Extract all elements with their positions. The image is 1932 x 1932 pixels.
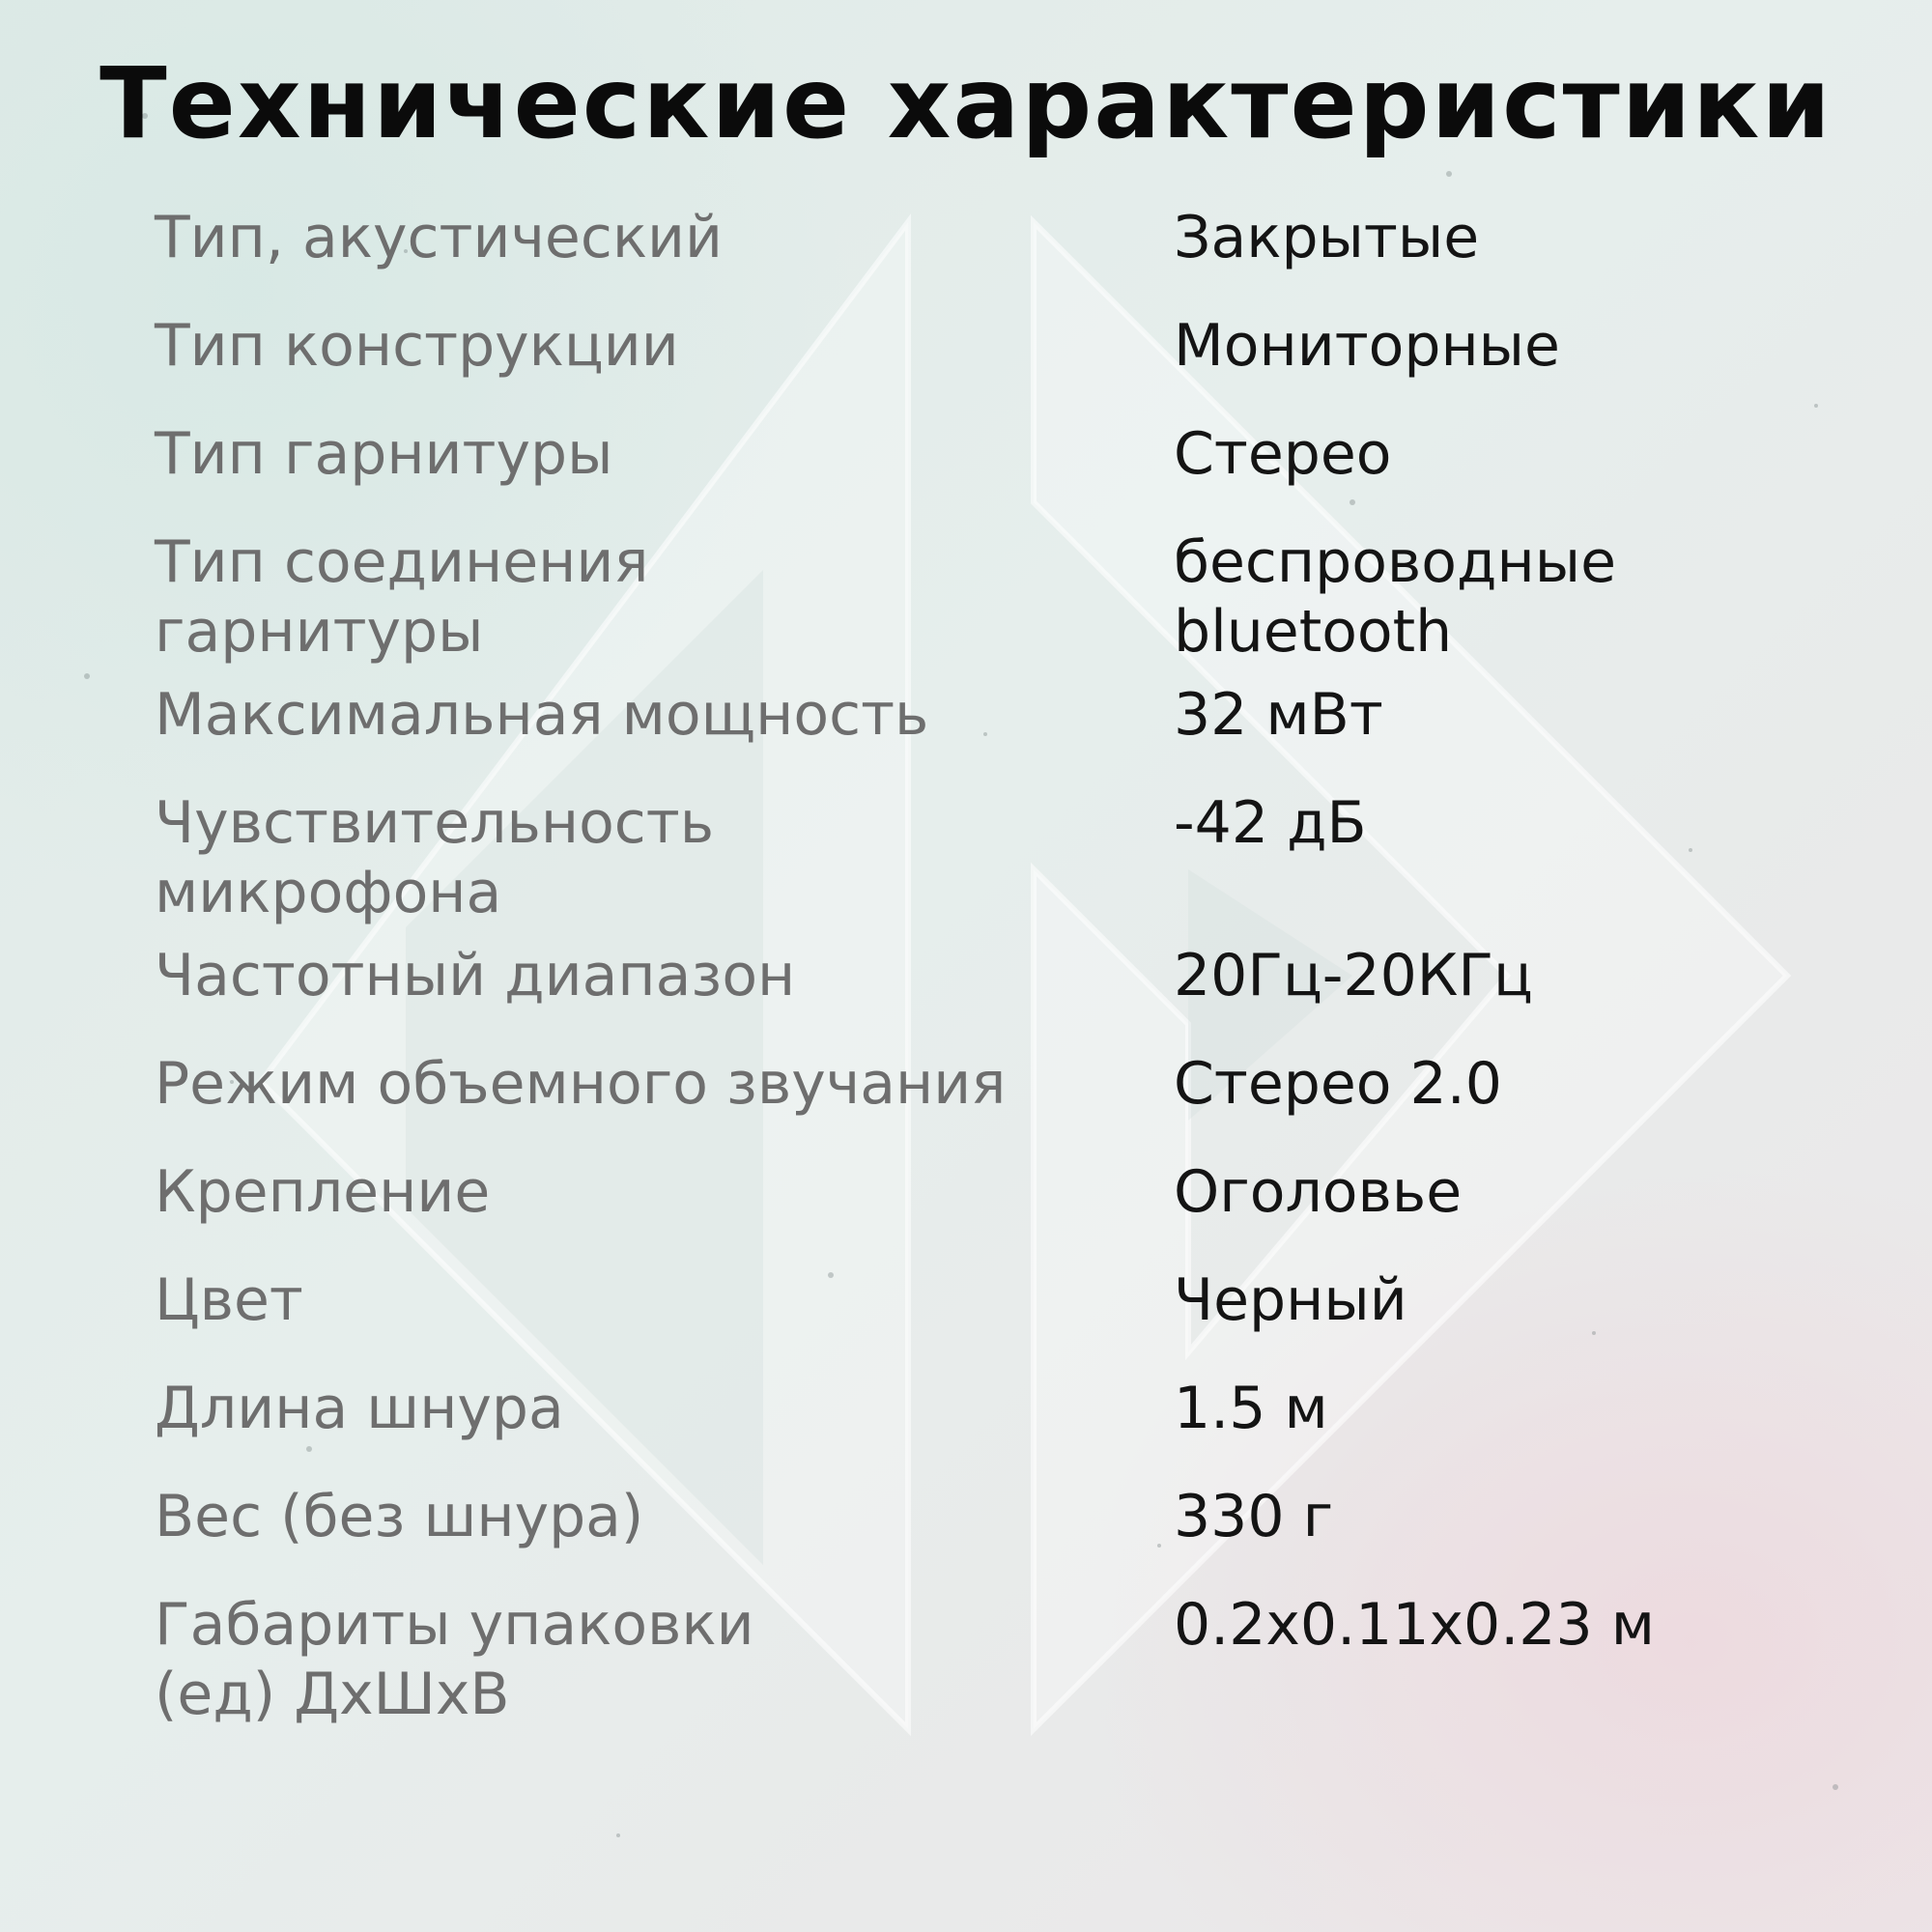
spec-label: Крепление	[155, 1158, 491, 1226]
spec-row	[155, 1265, 1855, 1374]
spec-label: Вес (без шнура)	[155, 1483, 644, 1550]
spec-label: Тип конструкции	[155, 312, 679, 380]
spec-row	[155, 1482, 1855, 1590]
spec-value: Оголовье	[1174, 1158, 1463, 1226]
spec-value: Мониторные	[1174, 312, 1560, 380]
spec-value: 32 мВт	[1174, 681, 1383, 749]
spec-value: 0.2x0.11x0.23 м	[1174, 1591, 1655, 1659]
page-title: Технические характеристики	[99, 46, 1833, 161]
spec-value: 20Гц-20КГц	[1174, 942, 1533, 1009]
spec-label: Тип гарнитуры	[155, 420, 613, 488]
spec-value: 330 г	[1174, 1483, 1334, 1550]
spec-row	[155, 1374, 1855, 1482]
spec-label: Максимальная мощность	[155, 681, 929, 749]
spec-row	[155, 1049, 1855, 1157]
spec-value: беспроводные bluetooth	[1174, 528, 1616, 666]
spec-label: Чувствительность микрофона	[155, 789, 715, 926]
spec-label: Длина шнура	[155, 1375, 564, 1442]
spec-table	[155, 203, 1855, 1743]
spec-row	[155, 1157, 1855, 1265]
spec-value: 1.5 м	[1174, 1375, 1328, 1442]
spec-label: Частотный диапазон	[155, 942, 796, 1009]
spec-label: Тип соединения гарнитуры	[155, 528, 649, 666]
spec-row	[155, 1590, 1855, 1743]
spec-row	[155, 680, 1855, 788]
spec-row	[155, 788, 1855, 941]
spec-label: Габариты упаковки (ед) ДхШхВ	[155, 1591, 754, 1728]
spec-value: Закрытые	[1174, 204, 1480, 271]
spec-value: Стерео 2.0	[1174, 1050, 1502, 1118]
spec-value: Черный	[1174, 1266, 1407, 1334]
spec-value: Стерео	[1174, 420, 1392, 488]
spec-label: Режим объемного звучания	[155, 1050, 1007, 1118]
spec-label: Цвет	[155, 1266, 303, 1334]
spec-row	[155, 941, 1855, 1049]
spec-row	[155, 527, 1855, 680]
spec-row	[155, 419, 1855, 527]
spec-value: -42 дБ	[1174, 789, 1367, 857]
spec-row	[155, 311, 1855, 419]
spec-row	[155, 203, 1855, 311]
spec-label: Тип, акустический	[155, 204, 724, 271]
